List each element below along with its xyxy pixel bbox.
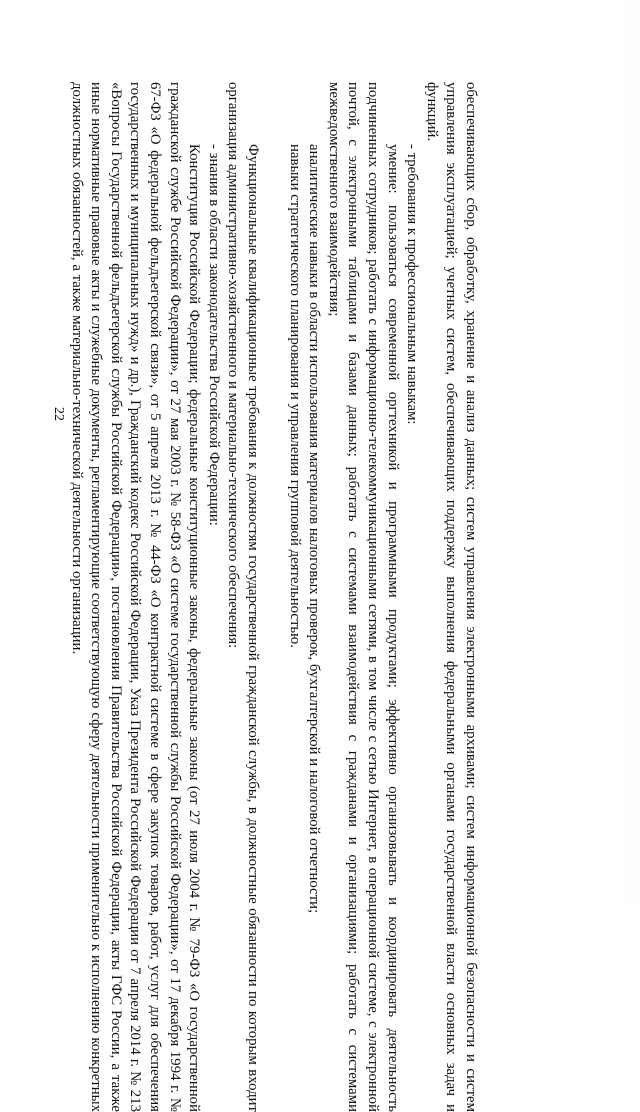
page-number: 22 <box>51 407 66 421</box>
paragraph: Конституция Российской Федерации; федеральные конституционные законы, федеральные законы (от 27 июля 2004 г. № 79-ФЗ «О государственной гражданской службе Российской Федерации», от 27 мая 2003 г. № 58-ФЗ «О системе государственной службы Российской Федерации», от 17 декабря 1994 г. № 67-ФЗ «О федеральной фельдъегерской связи», от 5 апреля 2013 г. № 44-ФЗ «О контрактной системе в сфере закупок товаров, работ, услуг для обеспечения государственных и муниципальных нужд» и др.), Гражданский кодекс Российской Федерации, Указ Президента Российской Федерации от 7 апреля 2014 г. № 213 «Вопросы Государственной фельдъегерской службы Российской Федерации», постановления Правительства Российской Федерации, акты ГФС России, а также иные нормативные правовые акты и служебные документы, регламентирующие соответствующую сферу деятельности применительно к исполнению конкретных должностных обязанностей, а также материально-технической деятельности организации. <box>68 82 203 1112</box>
scan-edge <box>624 0 640 905</box>
paragraph: Функциональные квалификационные требования к должностям государственной гражданской службы, в должностные обязанности по которым входит организация административно-хозяйственного и материально-технического обеспечения: <box>225 82 262 1112</box>
document-text <box>10 82 480 1112</box>
paragraph: аналитические навыки в области использования материалов налоговых проверок, бухгалтерской и налоговой отчетности; <box>306 144 323 914</box>
paragraph: навыки стратегического планирования и управления групповой деятельностью. <box>286 144 303 648</box>
paragraph: обеспечивающих сбор, обработку, хранение и анализ данных; систем управления электронными архивами; систем информационной безопасности и систем управления эксплуатацией; учетных систем, обеспечивающих поддержку выполнения федеральными органами государственной власти основных задач и функций. <box>423 82 479 1112</box>
paragraph: - требования к профессиональным навыкам: <box>404 144 421 425</box>
paragraph: умение: пользоваться современной оргтехникой и программными продуктами; эффективно организовывать и координировать деятельность подчиненных сотрудников; работать с информационно-телекоммуникационными сетями, в том числе с сетью Интернет, в операционной системе, с электронной почтой, с электронными таблицами и базами данных; работать с системами взаимодействия с гражданами и организациями; работать с системами межведомственного взаимодействия; <box>325 82 401 1112</box>
paragraph-gap <box>262 82 284 1112</box>
paragraph: - знания в области законодательства Российской Федерации: <box>205 144 222 526</box>
